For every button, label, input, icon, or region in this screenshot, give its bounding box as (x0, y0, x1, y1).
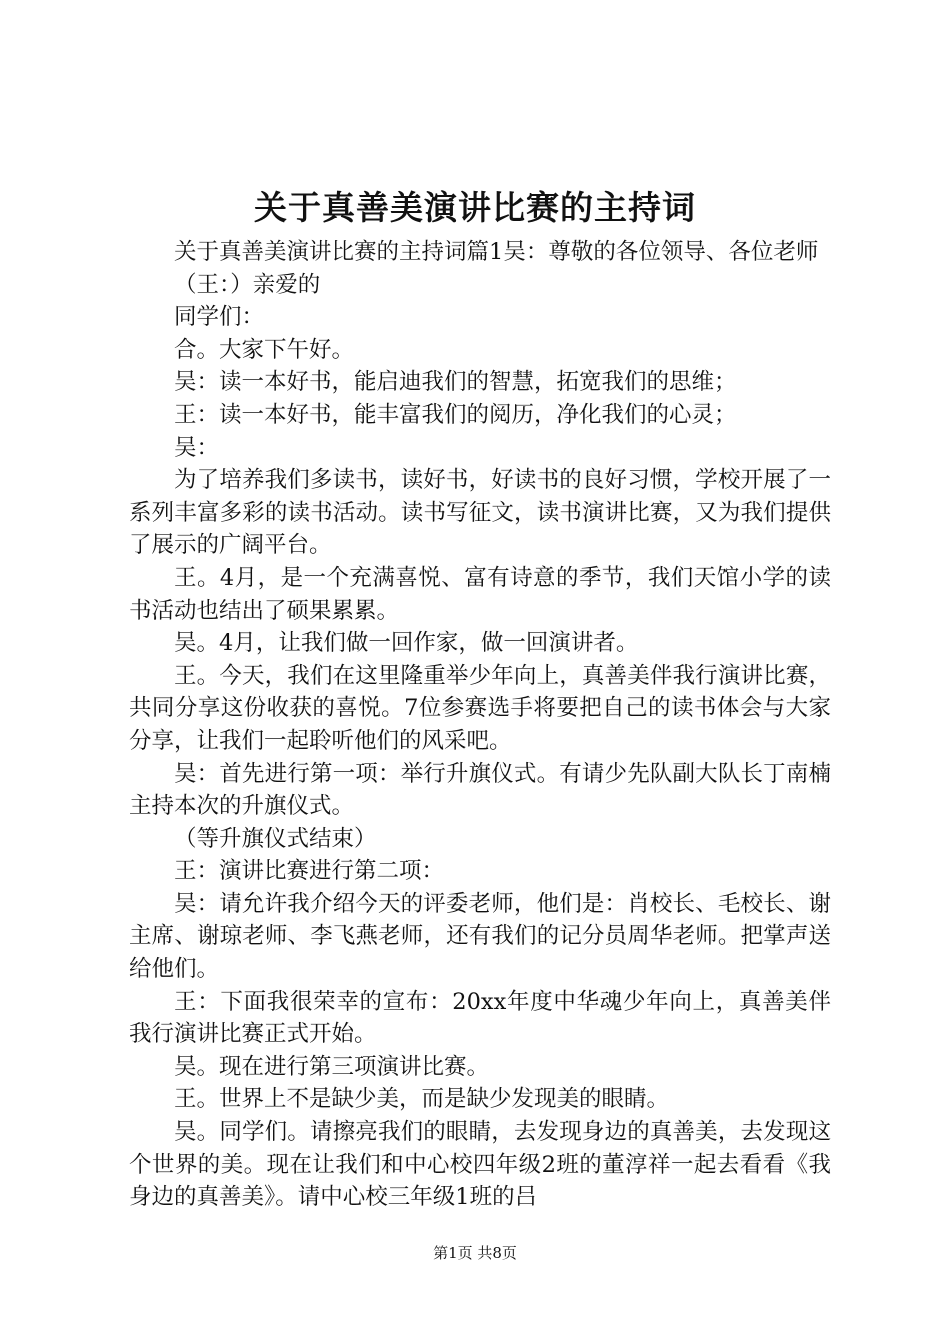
paragraph: 王：演讲比赛进行第二项： (174, 858, 445, 885)
paragraph: 王。世界上不是缺少美，而是缺少发现美的眼睛。 (174, 1086, 670, 1113)
paragraph: 同学们： (174, 304, 265, 331)
paragraph: 王：下面我很荣幸的宣布：20xx年度中华魂少年向上，真善美伴我行演讲比赛正式开始。 (129, 988, 831, 1048)
paragraph: 吴：读一本好书，能启迪我们的智慧，拓宽我们的思维； (174, 369, 737, 396)
paragraph: （王：）亲爱的 (174, 271, 321, 298)
paragraph: 合。大家下午好。 (174, 336, 355, 363)
paragraph: 关于真善美演讲比赛的主持词篇1吴：尊敬的各位领导、各位老师 (174, 239, 819, 265)
paragraph: 吴：请允许我介绍今天的评委老师，他们是：肖校长、毛校长、谢主席、谢琼老师、李飞燕老师，还有我们的记分员周华老师。把掌声送给他们。 (129, 890, 831, 983)
paragraph: 吴： (174, 434, 220, 461)
paragraph: 为了培养我们多读书，读好书，好读书的良好习惯，学校开展了一系列丰富多彩的读书活动。读书写征文，读书演讲比赛，又为我们提供了展示的广阔平台。 (129, 467, 831, 559)
document-title: 关于真善美演讲比赛的主持词 (254, 188, 696, 227)
paragraph: 吴。同学们。请擦亮我们的眼睛，去发现身边的真善美，去发现这个世界的美。现在让我们和中心校四年级2班的董淳祥一起去看看《我身边的真善美》。请中心校三年级1班的吕 (129, 1119, 831, 1211)
paragraph: 吴。4月，让我们做一回作家，做一回演讲者。 (174, 630, 639, 657)
document-body (129, 236, 831, 1214)
paragraph: 王。4月，是一个充满喜悦、富有诗意的季节，我们天馆小学的读书活动也结出了硕果累累。 (129, 564, 831, 624)
paragraph: 王：读一本好书，能丰富我们的阅历，净化我们的心灵； (174, 401, 737, 428)
paragraph: 吴：首先进行第一项：举行升旗仪式。有请少先队副大队长丁南楠主持本次的升旗仪式。 (129, 760, 831, 820)
paragraph: 吴。现在进行第三项演讲比赛。 (174, 1053, 490, 1080)
page-footer: 第1页 共8页 (433, 1244, 517, 1262)
paragraph: （等升旗仪式结束） (174, 825, 377, 852)
paragraph: 王。今天，我们在这里隆重举少年向上，真善美伴我行演讲比赛，共同分享这份收获的喜悦。7位参赛选手将要把自己的读书体会与大家分享，让我们一起聆听他们的风采吧。 (129, 662, 831, 754)
